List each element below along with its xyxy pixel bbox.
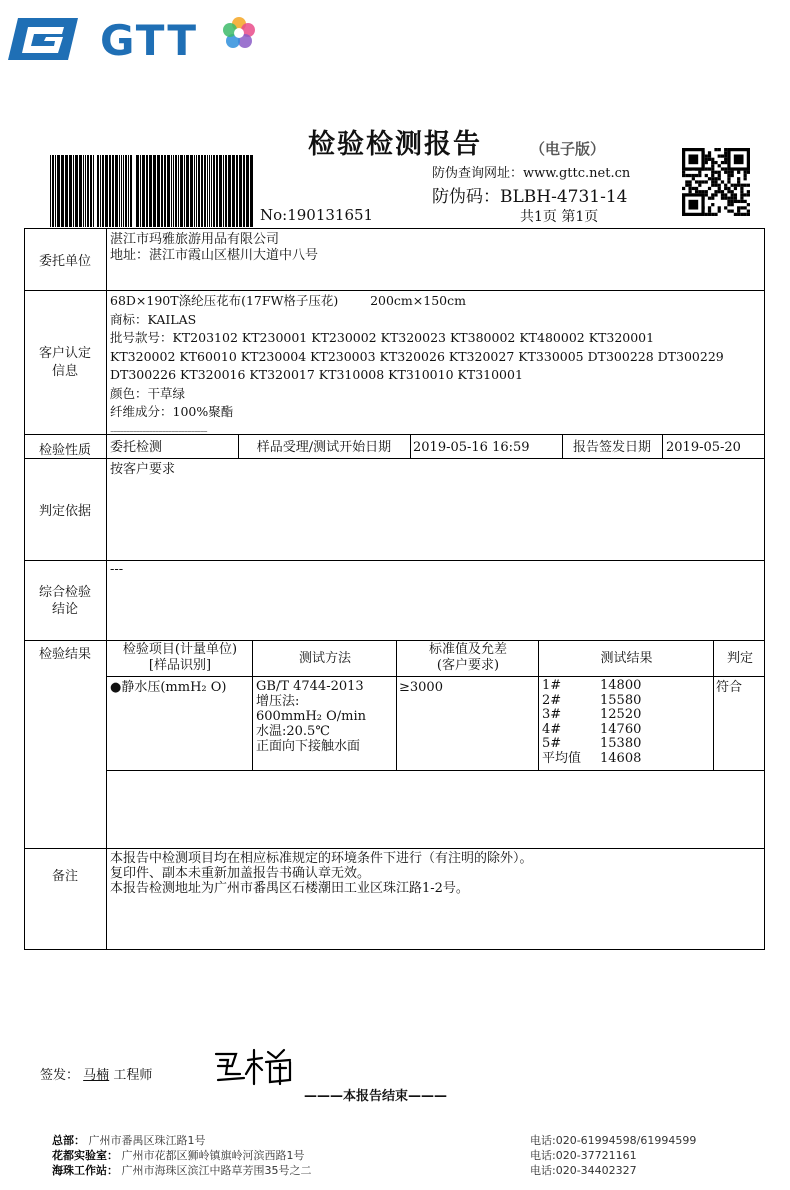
col-result-header: 测试结果 (600, 651, 653, 666)
signer-name: 马楠 (83, 1068, 110, 1083)
client-name: 湛江市玛雅旅游用品有限公司 (110, 232, 280, 247)
basis-label: 判定依据 (38, 504, 91, 519)
footer-label: 花都实验室： (52, 1149, 118, 1162)
signer-label: 签发： (40, 1068, 80, 1083)
footer-address: 广州市海珠区滨江中路草芳围35号之二 (121, 1164, 312, 1177)
footer-phone: 电话:020-61994598/61994599 (530, 1134, 697, 1147)
result-sample-value: 15380 (600, 736, 642, 751)
sample-fabric: 68D×190T涤纶压花布(17FW格子压花) 200cm×150cm (110, 293, 466, 308)
footer-phones (530, 1133, 696, 1178)
footer-address: 广州市番禺区珠江路1号 (88, 1134, 206, 1147)
result-average-label: 平均值 (542, 750, 582, 766)
remarks (110, 851, 533, 896)
conclusion-label-2: 结论 (51, 602, 78, 617)
conclusion-label-1: 综合检验 (38, 585, 91, 600)
conclusion-label (24, 584, 106, 618)
sample-brand: 商标：KAILAS (110, 311, 197, 327)
report-title: 检验检测报告 (308, 129, 482, 160)
client-label: 委托单位 (38, 254, 91, 269)
sample-label-1: 客户认定 (38, 346, 91, 361)
col-standard-header-2: (客户要求) (436, 658, 500, 673)
result-sample-value: 14800 (600, 678, 642, 693)
receive-date-value: 2019-05-16 16:59 (413, 440, 530, 455)
col-method-header: 测试方法 (298, 651, 351, 666)
sample-batch-3: DT300226 KT320016 KT320017 KT310008 KT310010 KT310001 (110, 367, 523, 382)
remark-line: 本报告检测地址为广州市番禺区石楼潮田工业区珠江路1-2号。 (110, 881, 469, 896)
handwritten-signature (210, 1044, 300, 1088)
result-average-value: 14608 (600, 750, 642, 766)
remark-line: 本报告中检测项目均在相应标准规定的环境条件下进行（有注明的除外）。 (110, 851, 533, 866)
result-item: ●静水压(mmH₂ O) (110, 680, 227, 695)
result-sample-value: 15580 (600, 692, 642, 708)
result-sample-name: 1# (542, 678, 562, 693)
footer-label: 海珠工作站： (52, 1164, 118, 1177)
footer-addresses (52, 1133, 312, 1178)
anti-fake-url: 防伪查询网址：www.gttc.net.cn (432, 166, 631, 181)
method-line: 水温:20.5℃ (256, 724, 330, 739)
result-sample-name: 2# (542, 692, 562, 708)
col-standard-header-1: 标准值及允差 (428, 642, 507, 657)
signer (40, 1064, 152, 1083)
basis-value: 按客户要求 (110, 462, 176, 477)
method-line: GB/T 4744-2013 (256, 679, 364, 694)
col-item-header-2: [样品识别] (148, 658, 212, 673)
method-line: 增压法: (256, 694, 300, 709)
footer-label: 总部： (52, 1134, 85, 1147)
col-judge-header: 判定 (726, 651, 753, 666)
result-sample-name: 5# (542, 736, 562, 751)
result-values (542, 679, 641, 766)
remark-line: 复印件、副本未重新加盖报告书确认章无效。 (110, 866, 371, 881)
anti-fake-code: 防伪码：BLBH-4731-14 (432, 187, 628, 207)
result-sample-value: 14760 (600, 721, 642, 737)
footer-phone: 电话:020-37721161 (530, 1149, 637, 1162)
result-sample-name: 4# (542, 721, 562, 737)
signer-role: 工程师 (113, 1068, 153, 1083)
results-label: 检验结果 (38, 647, 91, 662)
receive-date-label: 样品受理/测试开始日期 (256, 440, 392, 455)
qr-code-icon (682, 148, 750, 216)
method-line: 600mmH₂ O/min (256, 709, 367, 724)
page-info: 共1页 第1页 (520, 209, 599, 225)
result-judge: 符合 (716, 680, 743, 695)
flower-logo-icon (222, 16, 256, 50)
sample-batch-1: 批号款号：KT203102 KT230001 KT230002 KT320023 KT380002 KT480002 KT320001 (110, 330, 655, 345)
gtt-logo-text: GTT (100, 16, 198, 65)
footer-phone: 电话:020-34402327 (530, 1164, 637, 1177)
issue-date-label: 报告签发日期 (572, 440, 651, 455)
client-address: 地址：湛江市霞山区椹川大道中八号 (110, 248, 319, 263)
col-item-header-1: 检验项目(计量单位) (122, 642, 238, 657)
conclusion-value: --- (110, 562, 124, 577)
result-standard: ≥3000 (399, 680, 443, 695)
sample-batch-2: KT320002 KT60010 KT230004 KT230003 KT320026 KT320027 KT330005 DT300228 DT300229 (110, 348, 724, 364)
electronic-badge: （电子版） (530, 140, 606, 158)
barcode-icon (48, 155, 256, 227)
report-number: No:190131651 (260, 206, 374, 224)
sample-label-2: 信息 (51, 364, 78, 379)
method-line: 正面向下接触水面 (256, 739, 361, 754)
remarks-label: 备注 (51, 869, 78, 884)
sample-fiber: 纤维成分：100%聚酯 (110, 404, 234, 419)
sample-color: 颜色：干草绿 (110, 385, 186, 401)
result-method (256, 679, 366, 754)
sample-info-label (24, 345, 106, 381)
col-item-header (108, 642, 252, 674)
result-sample-name: 3# (542, 707, 562, 722)
sample-divider: ------------------------------ (110, 422, 207, 438)
gtt-logo-mark (8, 16, 78, 62)
issue-date-value: 2019-05-20 (666, 440, 741, 455)
col-standard-header (398, 642, 538, 674)
nature-label: 检验性质 (38, 443, 91, 458)
footer-address: 广州市花都区狮岭镇旗岭河滨西路1号 (121, 1149, 305, 1162)
report-end: ———本报告结束——— (304, 1089, 448, 1104)
nature-value: 委托检测 (110, 440, 163, 455)
sample-info (110, 292, 760, 440)
result-sample-value: 12520 (600, 707, 642, 722)
